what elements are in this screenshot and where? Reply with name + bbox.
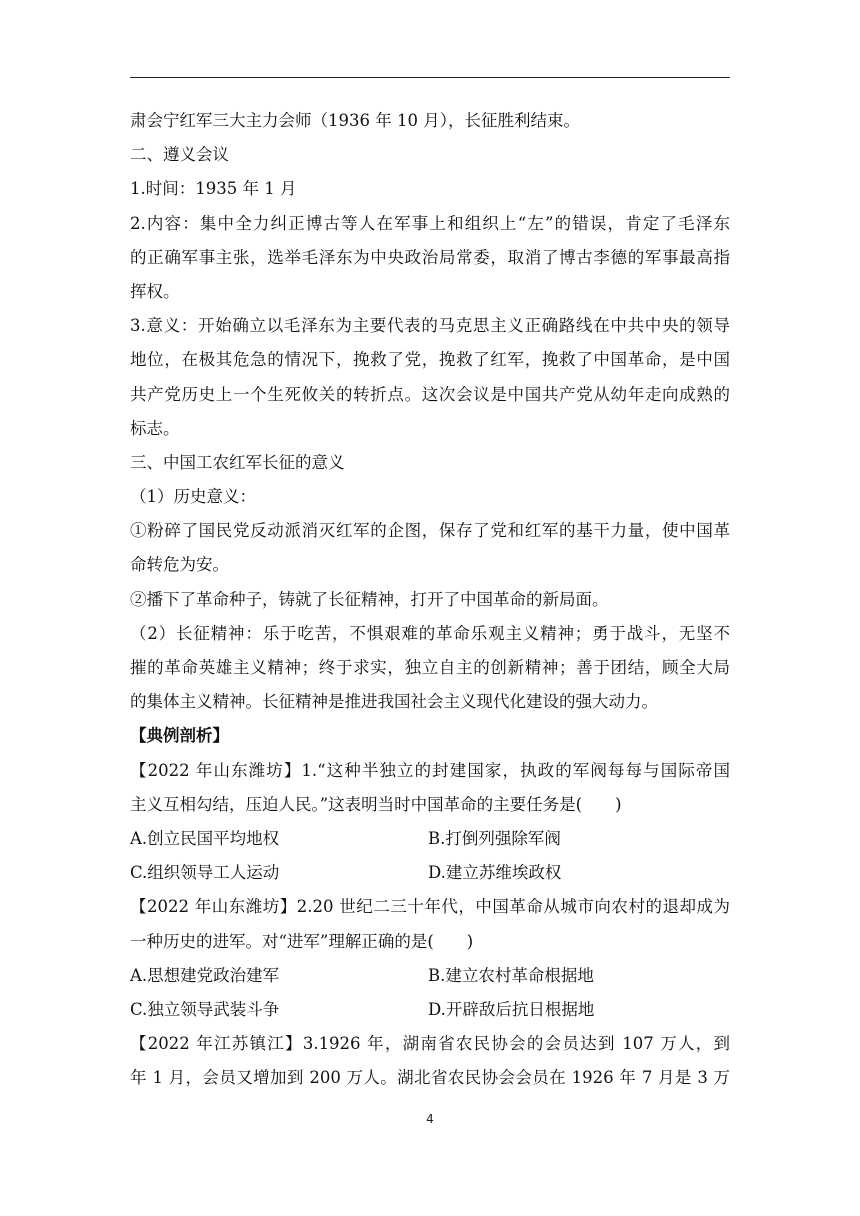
text-line: 地位，在极其危急的情况下，挽救了党，挽救了红军，挽救了中国革命，是中国 (130, 350, 730, 370)
question-2-stem: 一种历史的进军。对“进军”理解正确的是( ) (130, 931, 474, 951)
text-line: 命转危为安。 (130, 555, 229, 575)
example-analysis-heading: 【典例剖析】 (130, 726, 229, 746)
page-content (130, 104, 730, 1095)
text-line: 3.意义：开始确立以毛泽东为主要代表的马克思主义正确路线在中共中央的领导 (130, 316, 730, 336)
question-3-stem: 【2022 年江苏镇江】3.1926 年，湖南省农民协会的会员达到 107 万人，到 (130, 1034, 730, 1054)
question-2-options-row (130, 993, 730, 1027)
q1-option-c: C.组织领导工人运动 (130, 863, 280, 883)
q1-option-b: B.打倒列强除军阀 (428, 828, 561, 848)
question-1-options-row (130, 822, 730, 856)
question-1-options-row (130, 856, 730, 890)
text-line: （1）历史意义： (130, 487, 256, 507)
text-line: 共产党历史上一个生死攸关的转折点。这次会议是中国共产党从幼年走向成熟的 (130, 384, 730, 404)
question-1-stem: 【2022 年山东潍坊】1.“这种半独立的封建国家，执政的军阀每每与国际帝国 (130, 760, 730, 780)
text-line: 标志。 (130, 418, 180, 438)
text-line: 1.时间：1935 年 1 月 (130, 179, 297, 199)
text-line: 肃会宁红军三大主力会师（1936 年 10 月），长征胜利结束。 (130, 111, 580, 130)
text-line: 挥权。 (130, 281, 180, 301)
section-heading-long-march: 三、中国工农红军长征的意义 (130, 452, 345, 472)
page-number: 4 (426, 1112, 434, 1126)
q2-option-b: B.建立农村革命根据地 (428, 965, 594, 985)
question-2-stem: 【2022 年山东潍坊】2.20 世纪二三十年代，中国革命从城市向农村的退却成为 (130, 897, 730, 917)
text-line: 的集体主义精神。长征精神是推进我国社会主义现代化建设的强大动力。 (130, 692, 658, 712)
question-1-stem: 主义互相勾结，压迫人民。”这表明当时中国革命的主要任务是( ) (130, 794, 622, 814)
text-line: ①粉碎了国民党反动派消灭红军的企图，保存了党和红军的基干力量，使中国革 (130, 521, 730, 541)
q2-option-c: C.独立领导武装斗争 (130, 999, 280, 1019)
question-3-stem: 年 1 月，会员又增加到 200 万人。湖北省农民协会会员在 1926 年 7 月是 3 万 (130, 1068, 730, 1088)
q2-option-d: D.开辟敌后抗日根据地 (428, 999, 595, 1019)
section-heading-zunyi: 二、遵义会议 (130, 145, 229, 165)
q1-option-a: A.创立民国平均地权 (130, 828, 280, 848)
question-2-options-row (130, 959, 730, 993)
text-line: ②播下了革命种子，铸就了长征精神，打开了中国革命的新局面。 (130, 589, 609, 609)
text-line: 摧的革命英雄主义精神；终于求实，独立自主的创新精神；善于团结，顾全大局 (130, 658, 730, 677)
text-line: （2）长征精神：乐于吃苦，不惧艰难的革命乐观主义精神；勇于战斗，无坚不 (130, 623, 730, 643)
header-rule (130, 77, 730, 78)
text-line: 2.内容：集中全力纠正博古等人在军事上和组织上“左”的错误，肯定了毛泽东 (130, 213, 730, 233)
q1-option-d: D.建立苏维埃政权 (428, 863, 562, 883)
q2-option-a: A.思想建党政治建军 (130, 965, 280, 985)
text-line: 的正确军事主张，选举毛泽东为中央政治局常委，取消了博古李德的军事最高指 (130, 247, 730, 267)
